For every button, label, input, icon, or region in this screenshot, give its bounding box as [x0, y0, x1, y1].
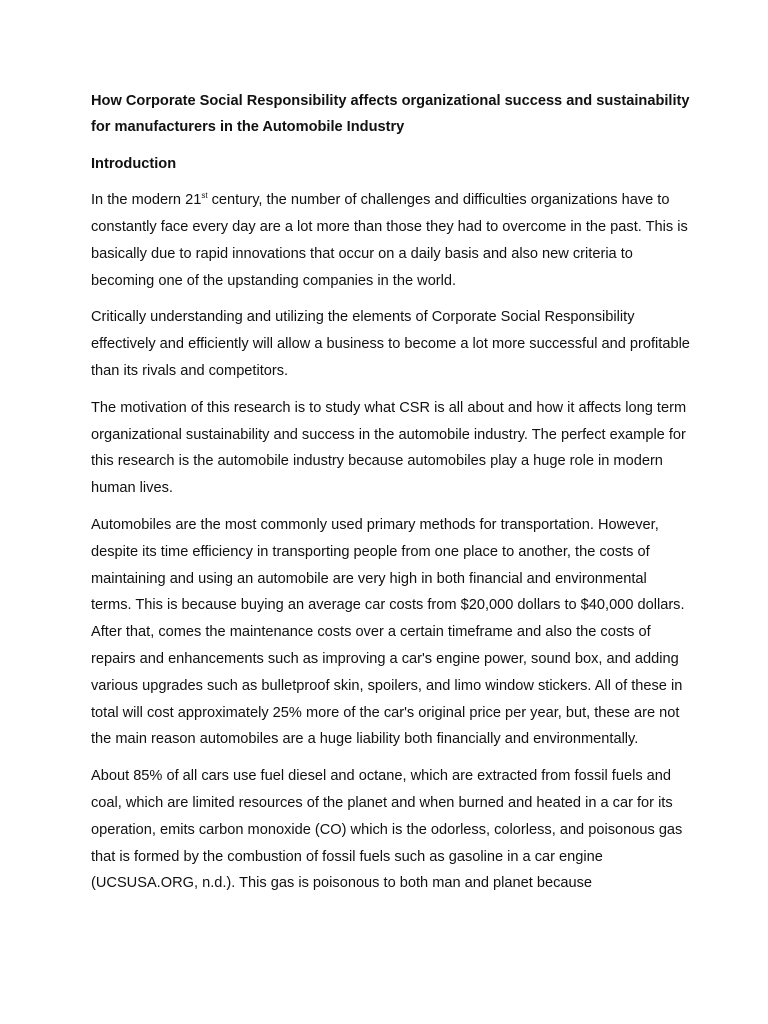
paragraph-1 [91, 187, 691, 294]
document-title: How Corporate Social Responsibility affects organizational success and sustainability for manufacturers in the Automobile Industry [91, 93, 690, 136]
document-body [91, 88, 691, 907]
paragraph-1-text-start: In the modern 21 [91, 192, 202, 209]
ordinal-superscript: st [201, 191, 208, 201]
paragraph-3: The motivation of this research is to study what CSR is all about and how it affects long term organizational sustainability and success in the automobile industry. The perfect example for this research is the automobile industry because automobiles play a huge role in modern human lives. [91, 399, 687, 497]
paragraph-5: About 85% of all cars use fuel diesel and octane, which are extracted from fossil fuels and coal, which are limited resources of the planet and when burned and heated in a car for its operation, emits carbon monoxide (CO) which is the odorless, colorless, and poisonous gas that is formed by the combustion of fossil fuels such as gasoline in a car engine (UCSUSA.ORG, n.d.). This gas is poisonous to both man and planet because [91, 768, 683, 892]
paragraph-4: Automobiles are the most commonly used primary methods for transportation. However, despite its time efficiency in transporting people from one place to another, the costs of maintaining and using an automobile are very high in both financial and environmental terms. This is because buying an average car costs from $20,000 dollars to $40,000 dollars. After that, comes the maintenance costs over a certain timeframe and also the costs of repairs and enhancements such as improving a car's engine power, sound box, and adding various upgrades such as bulletproof skin, spoilers, and limo window stickers. All of these in total will cost approximately 25% more of the car's original price per year, but, these are not the main reason automobiles are a huge liability both financially and environmentally. [91, 516, 685, 748]
section-heading-introduction: Introduction [91, 155, 177, 172]
paragraph-2: Critically understanding and utilizing the elements of Corporate Social Responsibility effectively and efficiently will allow a business to become a lot more successful and profitable than its rivals and competitors. [91, 309, 690, 379]
paragraph-1-text-end: century, the number of challenges and difficulties organizations have to constantly face every day are a lot more than those they had to overcome in the past. This is basically due to rapid innovations that occur on a daily basis and also new criteria to becoming one of the upstanding companies in the world. [91, 192, 688, 289]
